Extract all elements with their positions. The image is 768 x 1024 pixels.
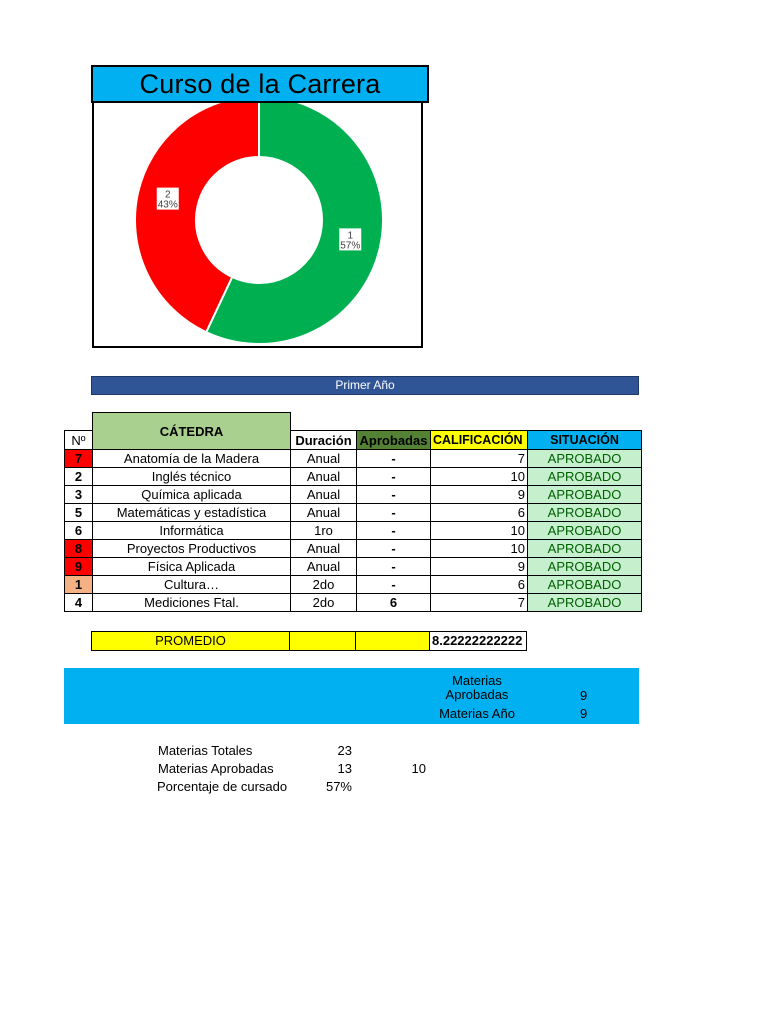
row-catedra: Informática <box>93 522 291 540</box>
row-duracion: Anual <box>291 486 357 504</box>
promedio-fill <box>356 632 430 651</box>
materias-aprobadas-value: 9 <box>580 688 588 703</box>
row-number: 2 <box>65 468 93 486</box>
row-calificacion: 10 <box>431 468 528 486</box>
blank-cell <box>65 413 93 431</box>
row-catedra: Química aplicada <box>93 486 291 504</box>
row-situacion: APROBADO <box>528 450 642 468</box>
row-calificacion: 10 <box>431 540 528 558</box>
table-row <box>65 576 642 594</box>
row-situacion: APROBADO <box>528 486 642 504</box>
row-situacion: APROBADO <box>528 468 642 486</box>
blank-cell <box>291 413 357 431</box>
table-row <box>65 486 642 504</box>
materias-totales-label: Materias Totales <box>158 743 253 758</box>
row-aprobadas: 6 <box>357 594 431 612</box>
materias-aprobadas-label <box>427 674 527 702</box>
table-row <box>65 558 642 576</box>
row-calificacion: 9 <box>431 486 528 504</box>
row-catedra: Anatomía de la Madera <box>93 450 291 468</box>
header-aprobadas: Aprobadas <box>357 431 431 450</box>
row-number: 4 <box>65 594 93 612</box>
slice-percent-label: 57% <box>340 240 361 252</box>
table-row <box>65 468 642 486</box>
slice-percent-label: 43% <box>157 199 178 211</box>
row-calificacion: 6 <box>431 504 528 522</box>
header-duracion: Duración <box>291 431 357 450</box>
row-number: 3 <box>65 486 93 504</box>
materias-aprobadas-total-label: Materias Aprobadas <box>158 761 274 776</box>
row-catedra: Matemáticas y estadística <box>93 504 291 522</box>
table-row <box>65 540 642 558</box>
promedio-row <box>91 631 527 651</box>
row-aprobadas: - <box>357 468 431 486</box>
slice-label-2 <box>157 188 179 211</box>
label-line: Materias <box>452 673 502 688</box>
porcentaje-label: Porcentaje de cursado <box>157 779 288 794</box>
row-number: 1 <box>65 576 93 594</box>
materias-aprobadas-total-value: 13 <box>337 761 352 776</box>
row-situacion: APROBADO <box>528 522 642 540</box>
blank-cell <box>528 413 642 431</box>
header-catedra: CÁTEDRA <box>93 413 291 450</box>
row-duracion: 2do <box>291 576 357 594</box>
row-number: 7 <box>65 450 93 468</box>
row-calificacion: 10 <box>431 522 528 540</box>
row-situacion: APROBADO <box>528 558 642 576</box>
donut-chart <box>94 103 425 348</box>
materias-anio-label: Materias Año <box>439 706 515 721</box>
materias-anio-value: 9 <box>580 706 588 721</box>
table-row <box>65 522 642 540</box>
row-duracion: 1ro <box>291 522 357 540</box>
slice-category-label: 1 <box>347 230 354 242</box>
table-row <box>65 504 642 522</box>
section-title-bar: Primer Año <box>91 376 639 395</box>
row-situacion: APROBADO <box>528 594 642 612</box>
row-duracion: Anual <box>291 504 357 522</box>
blank-cell <box>431 413 528 431</box>
summary-band <box>64 668 639 724</box>
row-aprobadas: - <box>357 576 431 594</box>
row-duracion: Anual <box>291 558 357 576</box>
row-calificacion: 7 <box>431 594 528 612</box>
row-aprobadas: - <box>357 558 431 576</box>
row-calificacion: 7 <box>431 450 528 468</box>
row-aprobadas: - <box>357 540 431 558</box>
row-aprobadas: - <box>357 450 431 468</box>
row-duracion: 2do <box>291 594 357 612</box>
table-body <box>65 450 642 612</box>
row-number: 9 <box>65 558 93 576</box>
materias-totales-value: 23 <box>337 743 352 758</box>
header-no: Nº <box>65 431 93 450</box>
header-calificacion: CALIFICACIÓN <box>431 431 528 450</box>
row-aprobadas: - <box>357 522 431 540</box>
blank-cell <box>357 413 431 431</box>
row-catedra: Cultura… <box>93 576 291 594</box>
row-situacion: APROBADO <box>528 540 642 558</box>
header-situacion: SITUACIÓN <box>528 431 642 450</box>
row-duracion: Anual <box>291 540 357 558</box>
row-duracion: Anual <box>291 468 357 486</box>
label-line: Aprobadas <box>445 687 509 702</box>
porcentaje-value: 57% <box>325 779 352 794</box>
chart-title: Curso de la Carrera <box>91 65 429 103</box>
row-number: 8 <box>65 540 93 558</box>
row-catedra: Proyectos Productivos <box>93 540 291 558</box>
catedra-header-row <box>65 413 642 431</box>
row-catedra: Inglés técnico <box>93 468 291 486</box>
table-row <box>65 450 642 468</box>
subjects-table <box>64 412 642 612</box>
row-catedra: Física Aplicada <box>93 558 291 576</box>
row-number: 6 <box>65 522 93 540</box>
row-aprobadas: - <box>357 486 431 504</box>
row-calificacion: 6 <box>431 576 528 594</box>
materias-aprobadas-extra-value: 10 <box>411 761 426 776</box>
row-calificacion: 9 <box>431 558 528 576</box>
donut-chart-area <box>92 103 423 348</box>
row-situacion: APROBADO <box>528 504 642 522</box>
slice-category-label: 2 <box>164 189 171 201</box>
row-situacion: APROBADO <box>528 576 642 594</box>
table-row <box>65 594 642 612</box>
promedio-value: 8.22222222222 <box>430 632 527 651</box>
row-catedra: Mediciones Ftal. <box>93 594 291 612</box>
row-number: 5 <box>65 504 93 522</box>
promedio-fill <box>290 632 356 651</box>
slice-label-1 <box>339 228 361 251</box>
promedio-label: PROMEDIO <box>92 632 290 651</box>
row-aprobadas: - <box>357 504 431 522</box>
row-duracion: Anual <box>291 450 357 468</box>
